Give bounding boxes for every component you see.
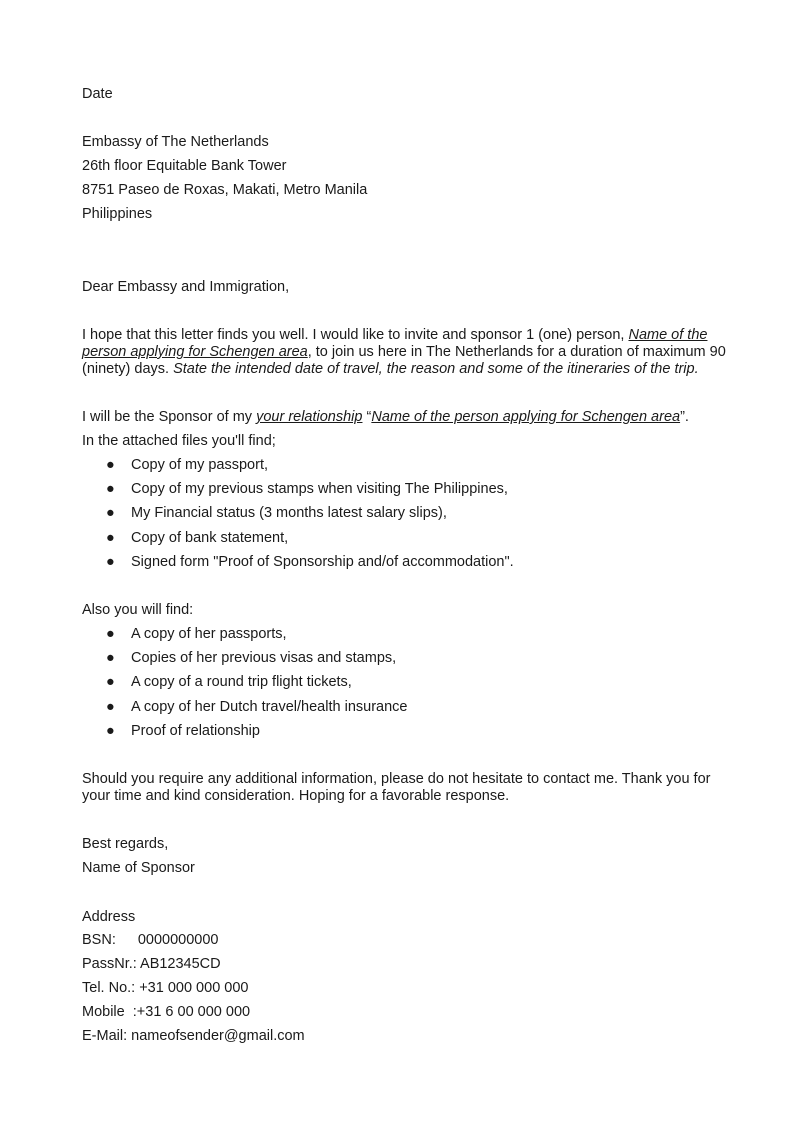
recipient-line-3: 8751 Paseo de Roxas, Makati, Metro Manila bbox=[82, 182, 368, 198]
bullet-icon: ● bbox=[106, 722, 115, 739]
open-quote: “ bbox=[362, 409, 372, 425]
relationship-placeholder: your relationship bbox=[256, 409, 363, 425]
also-find-intro: Also you will find: bbox=[82, 602, 194, 618]
list-item-text: A copy of her passports, bbox=[131, 626, 287, 642]
email-address: E-Mail: nameofsender@gmail.com bbox=[82, 1028, 305, 1044]
bullet-icon: ● bbox=[106, 626, 115, 642]
list-item-text: Signed form "Proof of Sponsorship and/of accommodation". bbox=[131, 553, 514, 570]
applicant-name-placeholder: Name of the person applying for Schengen area bbox=[82, 327, 708, 360]
sponsor-line bbox=[82, 408, 689, 426]
mobile-number: Mobile :+31 6 00 000 000 bbox=[82, 1004, 251, 1020]
bullet-icon: ● bbox=[106, 457, 115, 473]
closing-paragraph: Should you require any additional information, please do not hesitate to contact me. Thank you for your time and kind consideration. Hoping for a favorable response. bbox=[82, 771, 711, 804]
bullet-icon: ● bbox=[106, 553, 115, 570]
bullet-icon: ● bbox=[106, 505, 115, 522]
list-item-text: Copy of my previous stamps when visiting The Philippines, bbox=[131, 481, 508, 498]
sponsor-line-prefix: I will be the Sponsor of my bbox=[82, 409, 257, 425]
bullet-icon: ● bbox=[106, 529, 115, 546]
intended-travel-note: State the intended date of travel, the reason and some of the itineraries of the trip. bbox=[173, 361, 699, 377]
bsn-value: 0000000000 bbox=[137, 932, 219, 948]
recipient-line-2: 26th floor Equitable Bank Tower bbox=[82, 158, 287, 174]
intro-text-1: I hope that this letter finds you well. I would like to invite and sponsor 1 (one) person, bbox=[82, 327, 629, 343]
bullet-icon: ● bbox=[106, 481, 115, 498]
list-item-text: Proof of relationship bbox=[131, 722, 260, 739]
recipient-line-4: Philippines bbox=[82, 206, 153, 222]
telephone-number: Tel. No.: +31 000 000 000 bbox=[82, 980, 249, 996]
attached-files-intro: In the attached files you'll find; bbox=[82, 433, 276, 449]
close-quote: ”. bbox=[680, 409, 689, 425]
list-item-text: A copy of her Dutch travel/health insurance bbox=[131, 698, 408, 715]
list-item-text: My Financial status (3 months latest salary slips), bbox=[131, 505, 447, 522]
passport-number: PassNr.: AB12345CD bbox=[82, 956, 221, 972]
sponsor-name: Name of Sponsor bbox=[82, 860, 195, 876]
date-line: Date bbox=[82, 86, 113, 102]
applicant-name-placeholder-2: Name of the person applying for Schengen area bbox=[371, 409, 681, 425]
bsn-line bbox=[82, 931, 219, 949]
list-item-text: A copy of a round trip flight tickets, bbox=[131, 674, 352, 691]
intro-text-2: , to join us here in The Netherlands for a duration of maximum 90 (ninety) days. bbox=[82, 344, 726, 377]
list-item-text: Copy of my passport, bbox=[131, 457, 268, 473]
recipient-line-1: Embassy of The Netherlands bbox=[82, 134, 269, 150]
bullet-icon: ● bbox=[106, 650, 115, 667]
bsn-label: BSN: bbox=[82, 932, 116, 948]
bullet-icon: ● bbox=[106, 698, 115, 715]
list-item-text: Copy of bank statement, bbox=[131, 529, 289, 546]
sign-off: Best regards, bbox=[82, 836, 169, 852]
salutation: Dear Embassy and Immigration, bbox=[82, 279, 290, 295]
intro-paragraph bbox=[82, 327, 742, 378]
list-item-text: Copies of her previous visas and stamps, bbox=[131, 650, 397, 667]
address-line: Address bbox=[82, 909, 136, 925]
bullet-icon: ● bbox=[106, 674, 115, 691]
